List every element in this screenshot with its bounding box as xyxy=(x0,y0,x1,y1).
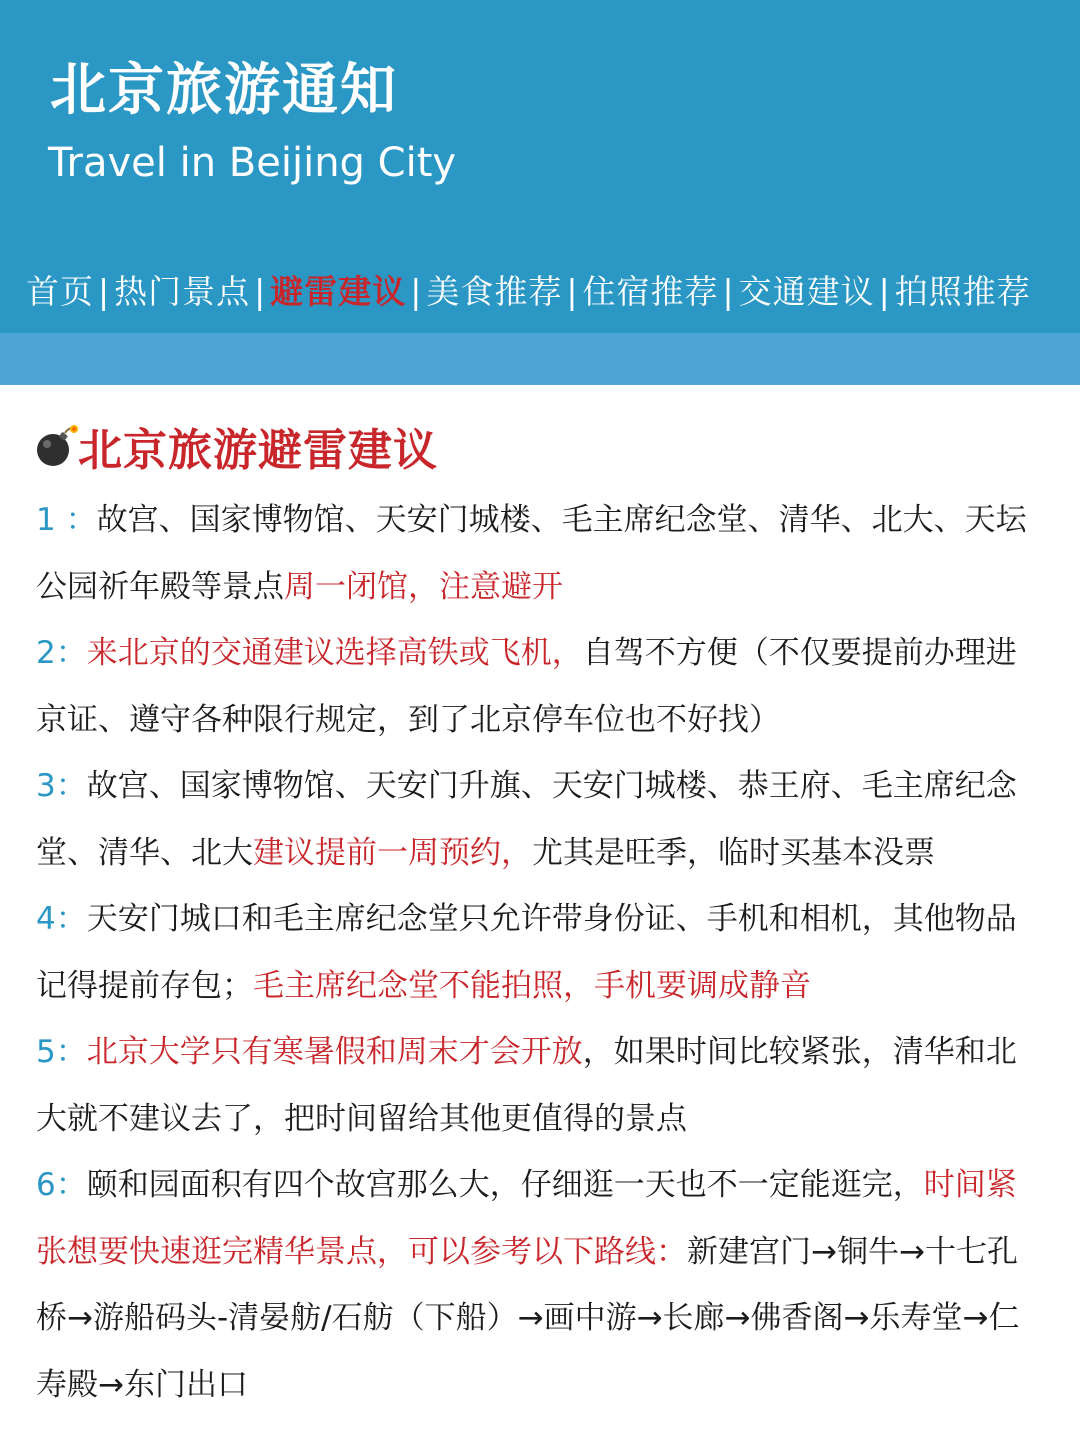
tip-item xyxy=(36,620,1046,753)
header-strip xyxy=(0,333,1080,385)
tip-text: 尤其是旺季，临时买基本没票 xyxy=(532,834,935,871)
tip-text: 新建宫门→铜牛→十七孔桥→游船码头-清晏舫/石舫（下船）→画中游→长廊→佛香阁→乐寿堂→仁寿殿→东门出口 xyxy=(36,1233,1020,1403)
page-title: 北京旅游通知 xyxy=(50,58,398,123)
nav-separator: | xyxy=(254,272,267,311)
tip-text: 故宫、国家博物馆、天安门升旗、天安门城楼、恭王府、毛主席纪念堂、清华、北大 xyxy=(36,768,1017,871)
tip-text: ，如果时间比较紧张，清华和北大就不建议去了，把时间留给其他更值得的景点 xyxy=(36,1034,1017,1137)
nav-separator: | xyxy=(722,272,735,311)
header-banner xyxy=(0,0,1080,385)
tip-number: 3： xyxy=(36,768,87,804)
nav-item-0[interactable]: 首页 xyxy=(26,272,94,311)
tip-highlight: 来北京的交通建议选择高铁或飞机， xyxy=(86,635,583,671)
tip-number: 1 ： xyxy=(36,502,97,538)
nav-bar xyxy=(26,266,1076,313)
nav-item-4[interactable]: 住宿推荐 xyxy=(582,272,719,311)
tip-highlight: 北京大学只有寒暑假和周末才会开放 xyxy=(86,1034,583,1070)
section-title: 北京旅游避雷建议 xyxy=(78,425,438,476)
nav-separator: | xyxy=(566,272,579,311)
nav-item-2[interactable]: 避雷建议 xyxy=(270,272,407,311)
tip-text: 天安门城口和毛主席纪念堂只允许带身份证、手机和相机，其他物品记得提前存包； xyxy=(36,901,1017,1004)
nav-item-6[interactable]: 拍照推荐 xyxy=(894,272,1031,311)
nav-separator: | xyxy=(878,272,891,311)
tip-item xyxy=(36,886,1046,1019)
tip-highlight: 建议提前一周预约， xyxy=(253,834,532,871)
nav-item-5[interactable]: 交通建议 xyxy=(738,272,875,311)
tip-number: 6： xyxy=(36,1167,87,1203)
tip-item xyxy=(36,1019,1046,1152)
tip-highlight: 毛主席纪念堂不能拍照，手机要调成静音 xyxy=(253,967,811,1004)
nav-separator: | xyxy=(410,272,423,311)
tip-text: 自驾不方便（不仅要提前办理进京证、遵守各种限行规定，到了北京停车位也不好找） xyxy=(36,635,1017,738)
tips-list xyxy=(36,487,1046,1418)
tip-number: 2： xyxy=(36,635,87,671)
tip-item xyxy=(36,753,1046,886)
tip-text: 颐和园面积有四个故宫那么大，仔细逛一天也不一定能逛完， xyxy=(86,1167,924,1203)
tip-number: 4： xyxy=(36,901,87,937)
tip-item xyxy=(36,1152,1046,1418)
bomb-icon xyxy=(34,424,78,468)
nav-item-3[interactable]: 美食推荐 xyxy=(426,272,563,311)
tip-item xyxy=(36,487,1046,620)
section-heading xyxy=(34,414,438,478)
nav-separator: | xyxy=(98,272,111,311)
page-subtitle: Travel in Beijing City xyxy=(48,140,457,186)
tip-highlight: 时间紧张想要快速逛完精华景点，可以参考以下路线： xyxy=(36,1167,1017,1270)
tip-text: 故宫、国家博物馆、天安门城楼、毛主席纪念堂、清华、北大、天坛公园祈年殿等景点 xyxy=(36,502,1027,605)
tip-number: 5： xyxy=(36,1034,87,1070)
tip-highlight: 周一闭馆，注意避开 xyxy=(284,568,563,605)
nav-item-1[interactable]: 热门景点 xyxy=(114,272,251,311)
